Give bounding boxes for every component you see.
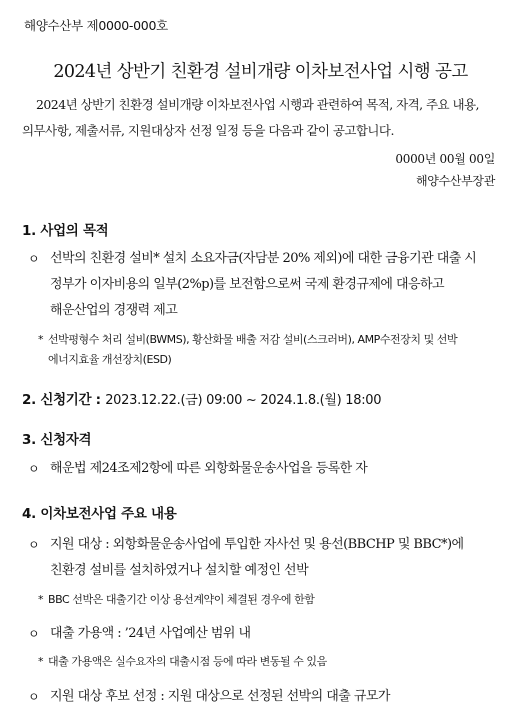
period-heading: 2. 신청기간 : <box>22 392 101 408</box>
bullet-mark: ㅇ <box>28 252 40 266</box>
section-heading-content: 4. 이차보전사업 주요 내용 <box>22 506 177 522</box>
bullet-mark: ㅇ <box>28 538 40 552</box>
notice-number: 해양수산부 제0000-000호 <box>24 18 168 33</box>
purpose-text: 선박의 친환경 설비* 설치 소요자금(자담분 20% 제외)에 대한 금융기관 대출 시 정부가 이자비용의 일부(2%p)를 보전함으로써 국제 환경규제에 대응하고 해운산업의 경쟁력 제고 <box>50 251 477 318</box>
loan-amount-text: 대출 가용액 : ’24년 사업예산 범위 내 <box>50 626 251 641</box>
issuing-authority: 해양수산부장관 <box>415 174 495 188</box>
bullet-mark: ㅇ <box>28 627 40 641</box>
bullet-mark: ㅇ <box>28 462 40 476</box>
intro-paragraph: 2024년 상반기 친환경 설비개량 이차보전사업 시행과 관련하여 목적, 자격, 주요 내용, 의무사항, 제출서류, 지원대상자 선정 일정 등을 다음과 같이 공고합니다. <box>22 97 479 138</box>
purpose-note <box>38 330 500 370</box>
bullet-mark: ㅇ <box>28 690 40 704</box>
candidate-selection-text: 지원 대상 후보 선정 : 지원 대상으로 선정된 선박의 대출 규모가 <box>50 689 390 704</box>
notice-date: 0000년 00월 00일 <box>395 152 495 166</box>
page-title: 2024년 상반기 친환경 설비개량 이차보전사업 시행 공고 <box>53 62 468 82</box>
note-mark: * <box>38 593 44 606</box>
support-target-bullet <box>28 532 500 584</box>
bbc-note-text: BBC 선박은 대출기간 이상 용선계약이 체결된 경우에 한함 <box>48 593 315 606</box>
eligibility-bullet <box>28 456 500 482</box>
section-heading-period <box>22 388 381 408</box>
purpose-note-text: 선박평형수 처리 설비(BWMS), 황산화물 배출 저감 설비(스크러버), AMP수전장치 및 선박 에너지효율 개선장치(ESD) <box>48 333 458 366</box>
section-heading-purpose: 1. 사업의 목적 <box>22 223 109 239</box>
bbc-note <box>38 590 500 610</box>
note-mark: * <box>38 333 44 346</box>
loan-amount-note <box>38 652 500 672</box>
section-heading-eligibility: 3. 신청자격 <box>22 432 92 448</box>
support-target-text: 지원 대상 : 외항화물운송사업에 투입한 자사선 및 용선(BBCHP 및 BBC*)에 친환경 설비를 설치하였거나 설치할 예정인 선박 <box>50 537 464 578</box>
loan-amount-bullet <box>28 621 500 647</box>
loan-amount-note-text: 대출 가용액은 실수요자의 대출시점 등에 따라 변동될 수 있음 <box>48 655 327 668</box>
note-mark: * <box>38 655 44 668</box>
eligibility-text: 해운법 제24조제2항에 따른 외항화물운송사업을 등록한 자 <box>50 461 368 476</box>
period-value: 2023.12.22.(금) 09:00 ~ 2024.1.8.(월) 18:00 <box>105 393 382 408</box>
candidate-selection-bullet <box>28 684 500 710</box>
purpose-bullet <box>28 246 500 324</box>
